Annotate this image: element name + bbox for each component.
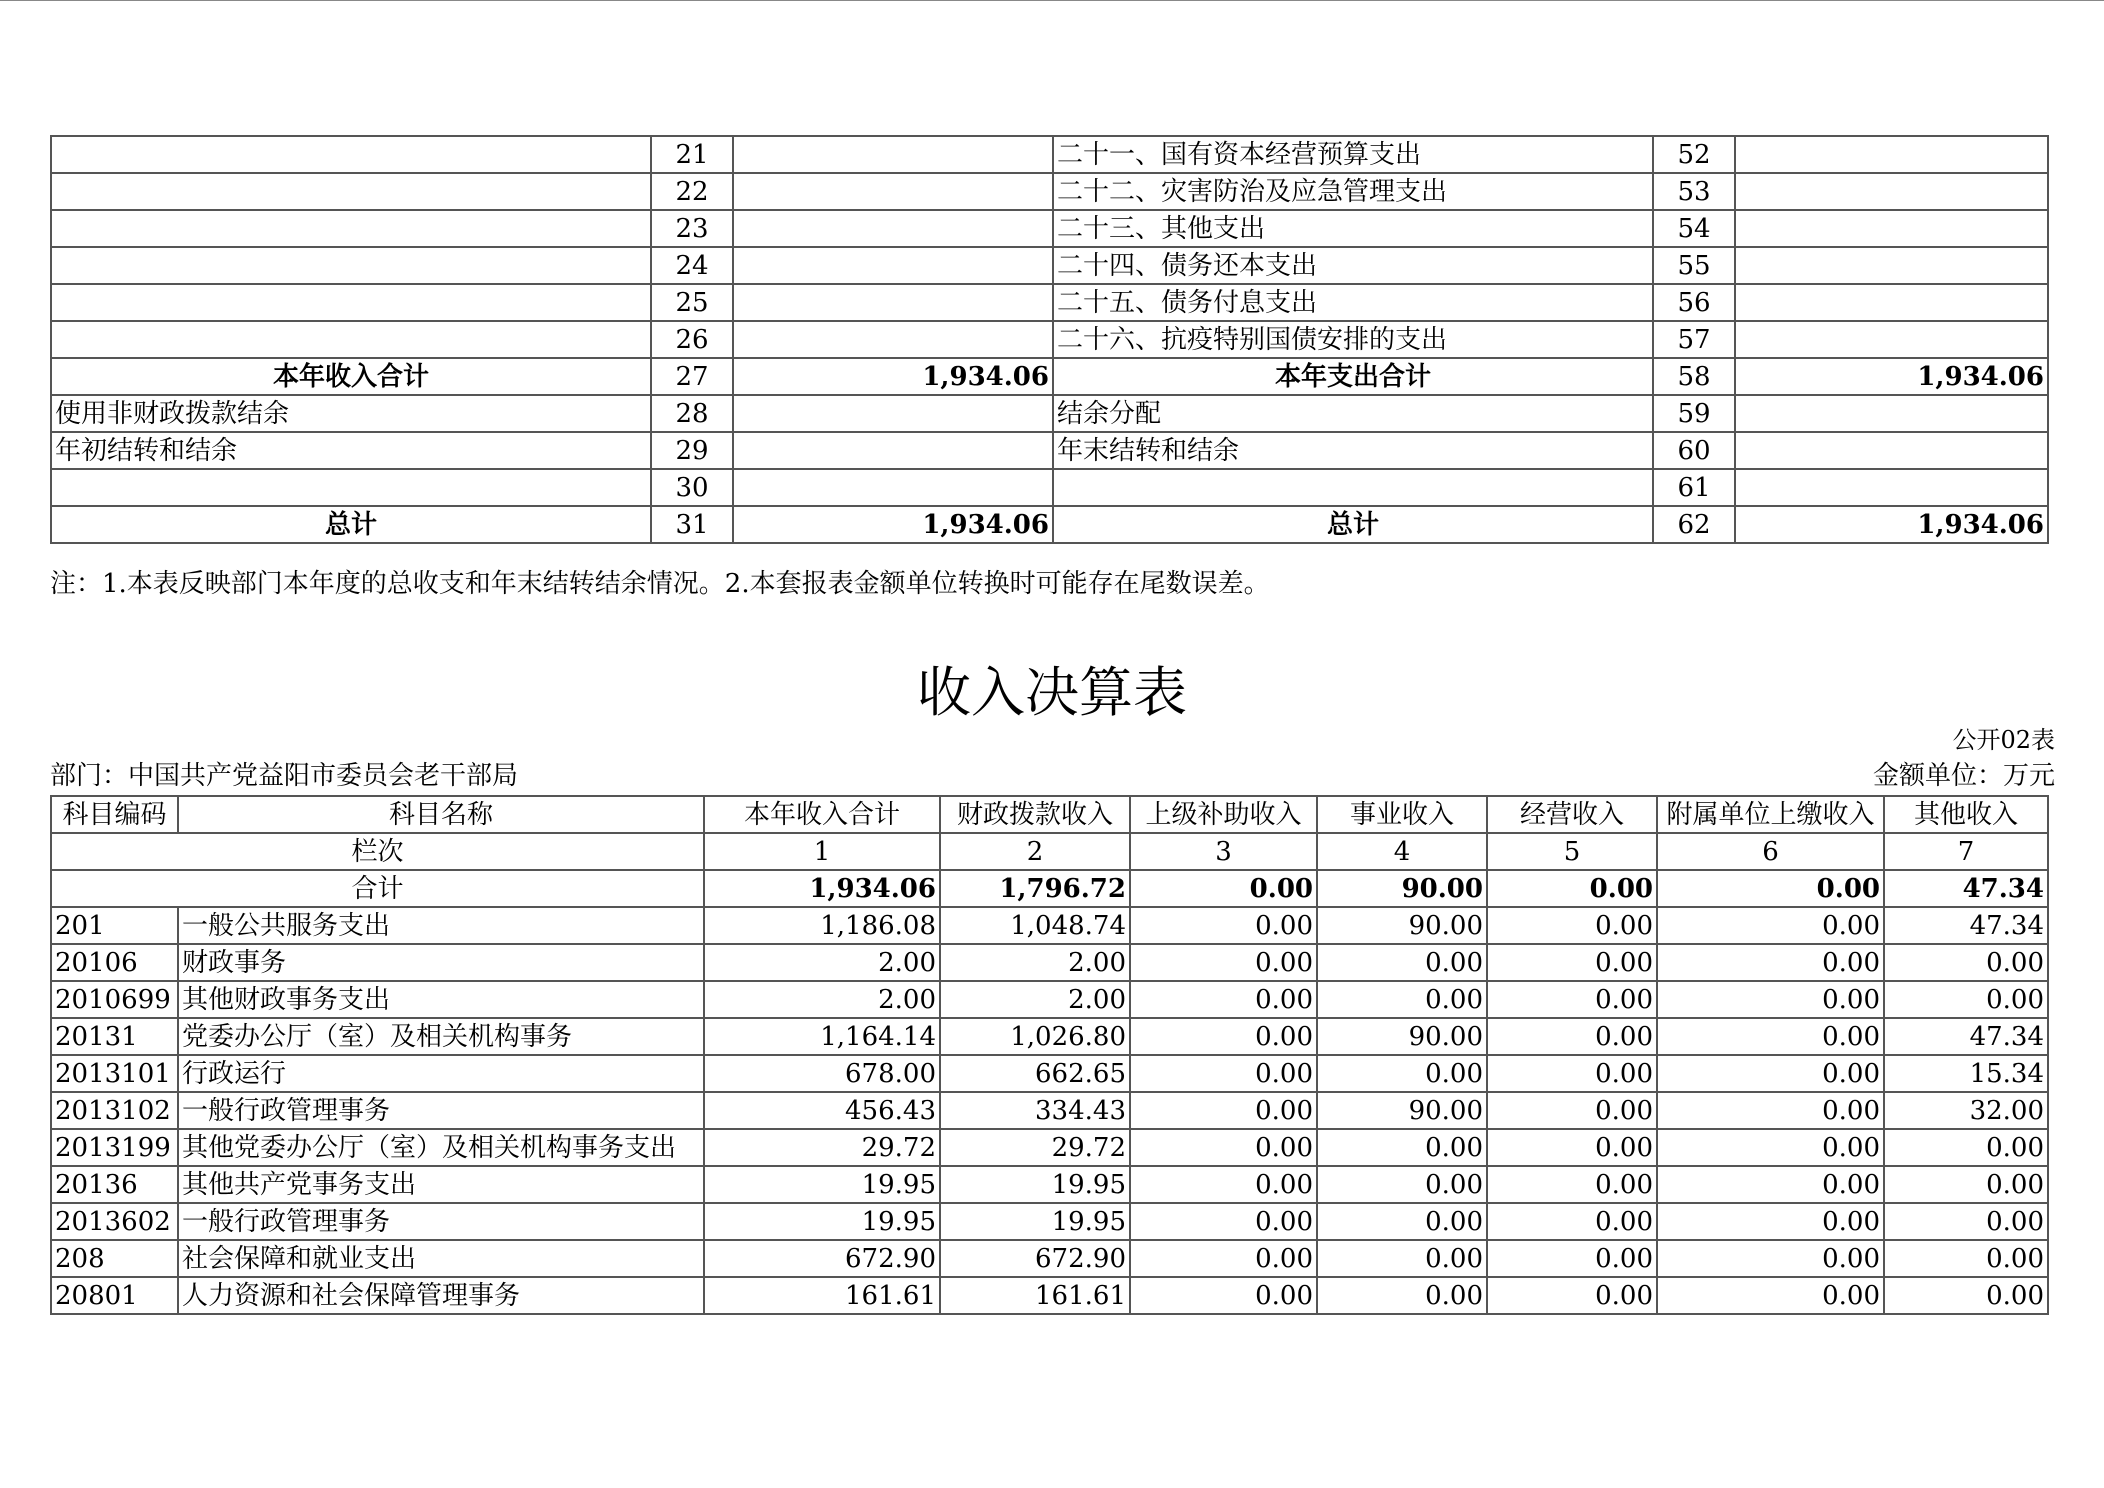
income-amount — [733, 469, 1053, 506]
amount-cell: 0.00 — [1487, 1018, 1657, 1055]
amount-cell: 47.34 — [1884, 1018, 2048, 1055]
header-cell: 本年收入合计 — [704, 796, 940, 833]
expense-amount — [1735, 210, 2048, 247]
total-value: 1,934.06 — [704, 870, 940, 907]
total-value: 1,796.72 — [940, 870, 1130, 907]
budget-row — [51, 136, 2048, 173]
amount-cell: 29.72 — [940, 1129, 1130, 1166]
table-row — [51, 981, 2048, 1018]
income-line-number: 21 — [651, 136, 733, 173]
amount-cell: 0.00 — [1487, 1129, 1657, 1166]
subject-name: 其他共产党事务支出 — [178, 1166, 704, 1203]
income-amount — [733, 395, 1053, 432]
income-line-number: 29 — [651, 432, 733, 469]
amount-cell: 0.00 — [1317, 944, 1487, 981]
expense-item-label: 本年支出合计 — [1053, 358, 1653, 395]
column-number: 7 — [1884, 833, 2048, 870]
amount-cell: 0.00 — [1317, 1203, 1487, 1240]
amount-cell: 32.00 — [1884, 1092, 2048, 1129]
amount-cell: 0.00 — [1884, 1129, 2048, 1166]
income-line-number: 23 — [651, 210, 733, 247]
amount-cell: 0.00 — [1884, 1203, 2048, 1240]
table-row — [51, 1055, 2048, 1092]
budget-row — [51, 432, 2048, 469]
subject-code: 20106 — [51, 944, 178, 981]
subject-name: 一般行政管理事务 — [178, 1092, 704, 1129]
budget-summary-table — [50, 135, 2049, 544]
subject-code: 20801 — [51, 1277, 178, 1314]
column-number-row — [51, 833, 2048, 870]
amount-cell: 90.00 — [1317, 1018, 1487, 1055]
header-cell: 上级补助收入 — [1130, 796, 1317, 833]
amount-cell: 0.00 — [1884, 1240, 2048, 1277]
amount-cell: 2.00 — [704, 981, 940, 1018]
subject-code: 2013101 — [51, 1055, 178, 1092]
amount-cell: 47.34 — [1884, 907, 2048, 944]
budget-row — [51, 173, 2048, 210]
amount-cell: 0.00 — [1487, 1055, 1657, 1092]
amount-cell: 2.00 — [704, 944, 940, 981]
total-label: 合计 — [51, 870, 704, 907]
budget-row — [51, 506, 2048, 543]
subject-code: 201 — [51, 907, 178, 944]
amount-cell: 0.00 — [1317, 981, 1487, 1018]
expense-item-label — [1053, 469, 1653, 506]
income-item-label: 本年收入合计 — [51, 358, 651, 395]
amount-cell: 0.00 — [1657, 1092, 1884, 1129]
amount-unit-label: 金额单位：万元 — [1872, 761, 2055, 791]
amount-cell: 0.00 — [1657, 981, 1884, 1018]
expense-item-label: 二十三、其他支出 — [1053, 210, 1653, 247]
amount-cell: 0.00 — [1884, 944, 2048, 981]
income-item-label — [51, 136, 651, 173]
amount-cell: 161.61 — [704, 1277, 940, 1314]
amount-cell: 0.00 — [1317, 1055, 1487, 1092]
amount-cell: 2.00 — [940, 944, 1130, 981]
amount-cell: 662.65 — [940, 1055, 1130, 1092]
expense-line-number: 56 — [1653, 284, 1735, 321]
amount-cell: 1,164.14 — [704, 1018, 940, 1055]
subject-name: 其他党委办公厅（室）及相关机构事务支出 — [178, 1129, 704, 1166]
amount-cell: 0.00 — [1487, 981, 1657, 1018]
income-amount — [733, 432, 1053, 469]
expense-line-number: 52 — [1653, 136, 1735, 173]
amount-cell: 0.00 — [1657, 1240, 1884, 1277]
amount-cell: 0.00 — [1657, 1277, 1884, 1314]
budget-row — [51, 358, 2048, 395]
amount-cell: 0.00 — [1657, 1055, 1884, 1092]
expense-amount — [1735, 173, 2048, 210]
column-number: 2 — [940, 833, 1130, 870]
department-label: 部门：中国共产党益阳市委员会老干部局 — [50, 761, 519, 791]
income-amount: 1,934.06 — [733, 506, 1053, 543]
table-row — [51, 1129, 2048, 1166]
expense-item-label: 结余分配 — [1053, 395, 1653, 432]
income-item-label: 使用非财政拨款结余 — [51, 395, 651, 432]
form-number: 公开02表 — [1952, 726, 2055, 754]
income-amount — [733, 321, 1053, 358]
amount-cell: 0.00 — [1130, 1055, 1317, 1092]
subject-name: 人力资源和社会保障管理事务 — [178, 1277, 704, 1314]
income-amount — [733, 173, 1053, 210]
amount-cell: 0.00 — [1317, 1166, 1487, 1203]
amount-cell: 0.00 — [1130, 944, 1317, 981]
income-item-label — [51, 284, 651, 321]
amount-cell: 19.95 — [940, 1166, 1130, 1203]
expense-amount — [1735, 136, 2048, 173]
amount-cell: 0.00 — [1317, 1277, 1487, 1314]
expense-item-label: 二十二、灾害防治及应急管理支出 — [1053, 173, 1653, 210]
subject-name: 一般公共服务支出 — [178, 907, 704, 944]
amount-cell: 0.00 — [1657, 1129, 1884, 1166]
income-item-label: 总计 — [51, 506, 651, 543]
income-line-number: 25 — [651, 284, 733, 321]
income-header-row — [51, 796, 2048, 833]
total-value: 0.00 — [1657, 870, 1884, 907]
total-row — [51, 870, 2048, 907]
subject-code: 2013102 — [51, 1092, 178, 1129]
amount-cell: 19.95 — [940, 1203, 1130, 1240]
budget-row — [51, 247, 2048, 284]
expense-amount — [1735, 432, 2048, 469]
amount-cell: 0.00 — [1130, 907, 1317, 944]
amount-cell: 15.34 — [1884, 1055, 2048, 1092]
amount-cell: 0.00 — [1130, 1203, 1317, 1240]
column-number: 5 — [1487, 833, 1657, 870]
header-cell: 科目编码 — [51, 796, 178, 833]
amount-cell: 29.72 — [704, 1129, 940, 1166]
amount-cell: 0.00 — [1487, 1277, 1657, 1314]
expense-item-label: 二十一、国有资本经营预算支出 — [1053, 136, 1653, 173]
table-row — [51, 1240, 2048, 1277]
total-value: 0.00 — [1487, 870, 1657, 907]
amount-cell: 0.00 — [1130, 1092, 1317, 1129]
page-title: 收入决算表 — [917, 661, 1187, 724]
income-amount — [733, 284, 1053, 321]
amount-cell: 0.00 — [1487, 944, 1657, 981]
table-row — [51, 1166, 2048, 1203]
table-note: 注：1.本表反映部门本年度的总收支和年末结转结余情况。2.本套报表金额单位转换时可能存在尾数误差。 — [50, 569, 1270, 599]
amount-cell: 90.00 — [1317, 1092, 1487, 1129]
subject-code: 2013199 — [51, 1129, 178, 1166]
amount-cell: 0.00 — [1487, 907, 1657, 944]
total-value: 90.00 — [1317, 870, 1487, 907]
amount-cell: 0.00 — [1657, 1018, 1884, 1055]
amount-cell: 672.90 — [704, 1240, 940, 1277]
header-cell: 科目名称 — [178, 796, 704, 833]
expense-amount — [1735, 321, 2048, 358]
amount-cell: 90.00 — [1317, 907, 1487, 944]
amount-cell: 0.00 — [1884, 981, 2048, 1018]
expense-amount — [1735, 284, 2048, 321]
expense-amount — [1735, 395, 2048, 432]
income-item-label — [51, 247, 651, 284]
subject-name: 财政事务 — [178, 944, 704, 981]
header-cell: 财政拨款收入 — [940, 796, 1130, 833]
column-number-label: 栏次 — [51, 833, 704, 870]
total-value: 0.00 — [1130, 870, 1317, 907]
expense-line-number: 57 — [1653, 321, 1735, 358]
amount-cell: 2.00 — [940, 981, 1130, 1018]
amount-cell: 161.61 — [940, 1277, 1130, 1314]
expense-amount: 1,934.06 — [1735, 358, 2048, 395]
budget-row — [51, 284, 2048, 321]
amount-cell: 0.00 — [1130, 1166, 1317, 1203]
expense-amount: 1,934.06 — [1735, 506, 2048, 543]
column-number: 6 — [1657, 833, 1884, 870]
income-item-label: 年初结转和结余 — [51, 432, 651, 469]
expense-amount — [1735, 247, 2048, 284]
table-row — [51, 1018, 2048, 1055]
amount-cell: 1,048.74 — [940, 907, 1130, 944]
expense-item-label: 二十四、债务还本支出 — [1053, 247, 1653, 284]
expense-line-number: 59 — [1653, 395, 1735, 432]
amount-cell: 0.00 — [1130, 1129, 1317, 1166]
expense-line-number: 62 — [1653, 506, 1735, 543]
amount-cell: 1,186.08 — [704, 907, 940, 944]
subject-code: 2010699 — [51, 981, 178, 1018]
amount-cell: 0.00 — [1130, 1018, 1317, 1055]
subject-name: 党委办公厅（室）及相关机构事务 — [178, 1018, 704, 1055]
amount-cell: 1,026.80 — [940, 1018, 1130, 1055]
income-amount — [733, 136, 1053, 173]
header-cell: 事业收入 — [1317, 796, 1487, 833]
column-number: 3 — [1130, 833, 1317, 870]
subject-code: 208 — [51, 1240, 178, 1277]
table-row — [51, 944, 2048, 981]
expense-amount — [1735, 469, 2048, 506]
subject-code: 2013602 — [51, 1203, 178, 1240]
amount-cell: 0.00 — [1487, 1092, 1657, 1129]
expense-line-number: 60 — [1653, 432, 1735, 469]
amount-cell: 0.00 — [1487, 1203, 1657, 1240]
amount-cell: 0.00 — [1657, 907, 1884, 944]
income-line-number: 22 — [651, 173, 733, 210]
expense-line-number: 54 — [1653, 210, 1735, 247]
income-line-number: 28 — [651, 395, 733, 432]
expense-item-label: 二十五、债务付息支出 — [1053, 284, 1653, 321]
income-line-number: 31 — [651, 506, 733, 543]
expense-line-number: 58 — [1653, 358, 1735, 395]
subject-name: 行政运行 — [178, 1055, 704, 1092]
income-item-label — [51, 173, 651, 210]
income-line-number: 24 — [651, 247, 733, 284]
amount-cell: 19.95 — [704, 1203, 940, 1240]
subject-code: 20136 — [51, 1166, 178, 1203]
expense-line-number: 61 — [1653, 469, 1735, 506]
amount-cell: 0.00 — [1487, 1240, 1657, 1277]
expense-item-label: 总计 — [1053, 506, 1653, 543]
income-amount — [733, 210, 1053, 247]
header-cell: 附属单位上缴收入 — [1657, 796, 1884, 833]
table-row — [51, 1092, 2048, 1129]
income-line-number: 26 — [651, 321, 733, 358]
header-cell: 经营收入 — [1487, 796, 1657, 833]
subject-name: 一般行政管理事务 — [178, 1203, 704, 1240]
amount-cell: 0.00 — [1130, 1277, 1317, 1314]
income-line-number: 30 — [651, 469, 733, 506]
expense-item-label: 年末结转和结余 — [1053, 432, 1653, 469]
page-top-rule — [0, 0, 2104, 1]
amount-cell: 0.00 — [1657, 1166, 1884, 1203]
amount-cell: 0.00 — [1884, 1166, 2048, 1203]
amount-cell: 0.00 — [1657, 1203, 1884, 1240]
subject-name: 其他财政事务支出 — [178, 981, 704, 1018]
total-value: 47.34 — [1884, 870, 2048, 907]
amount-cell: 334.43 — [940, 1092, 1130, 1129]
table-row — [51, 1203, 2048, 1240]
budget-row — [51, 395, 2048, 432]
expense-line-number: 55 — [1653, 247, 1735, 284]
income-item-label — [51, 321, 651, 358]
table-row — [51, 1277, 2048, 1314]
income-item-label — [51, 210, 651, 247]
amount-cell: 0.00 — [1317, 1240, 1487, 1277]
amount-cell: 0.00 — [1657, 944, 1884, 981]
subject-code: 20131 — [51, 1018, 178, 1055]
amount-cell: 0.00 — [1487, 1166, 1657, 1203]
amount-cell: 0.00 — [1130, 981, 1317, 1018]
amount-cell: 0.00 — [1130, 1240, 1317, 1277]
budget-row — [51, 469, 2048, 506]
amount-cell: 0.00 — [1317, 1129, 1487, 1166]
budget-row — [51, 321, 2048, 358]
column-number: 1 — [704, 833, 940, 870]
income-amount — [733, 247, 1053, 284]
income-amount: 1,934.06 — [733, 358, 1053, 395]
expense-line-number: 53 — [1653, 173, 1735, 210]
amount-cell: 672.90 — [940, 1240, 1130, 1277]
budget-row — [51, 210, 2048, 247]
subject-name: 社会保障和就业支出 — [178, 1240, 704, 1277]
expense-item-label: 二十六、抗疫特别国债安排的支出 — [1053, 321, 1653, 358]
income-table — [50, 795, 2049, 1315]
amount-cell: 0.00 — [1884, 1277, 2048, 1314]
column-number: 4 — [1317, 833, 1487, 870]
income-item-label — [51, 469, 651, 506]
income-line-number: 27 — [651, 358, 733, 395]
table-row — [51, 907, 2048, 944]
amount-cell: 19.95 — [704, 1166, 940, 1203]
header-cell: 其他收入 — [1884, 796, 2048, 833]
amount-cell: 456.43 — [704, 1092, 940, 1129]
amount-cell: 678.00 — [704, 1055, 940, 1092]
